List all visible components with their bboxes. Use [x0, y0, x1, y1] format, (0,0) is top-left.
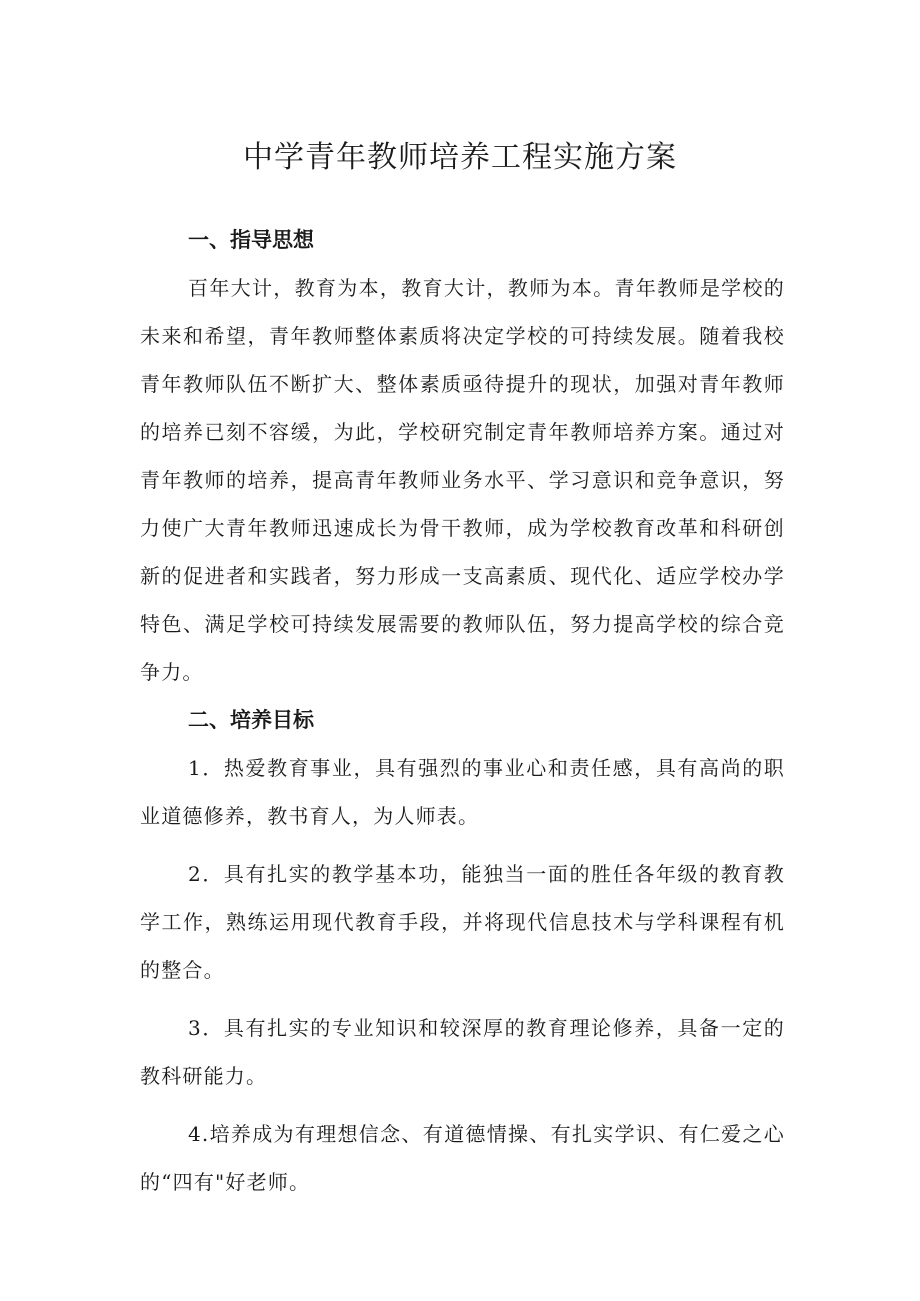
goal-item-4: 4.培养成为有理想信念、有道德情操、有扎实学识、有仁爱之心的“四有"好老师。 — [140, 1122, 785, 1194]
spacer — [140, 840, 785, 850]
goal-item-2: 2．具有扎实的教学基本功，能独当一面的胜任各年级的教育教学工作，熟练运用现代教育手段，并将现代信息技术与学科课程有机的整合。 — [140, 862, 785, 982]
goal-item-1: 1．热爱教育事业，具有强烈的事业心和责任感，具有高尚的职业道德修养，教书育人，为人师表。 — [140, 756, 785, 828]
section-heading-training-goals: 二、培养目标 — [188, 708, 314, 732]
section-heading-guiding-ideology: 一、指导思想 — [188, 228, 314, 252]
document-body — [140, 216, 785, 1206]
goal-item-3: 3．具有扎实的专业知识和较深厚的教育理论修养，具备一定的教科研能力。 — [140, 1016, 785, 1088]
paragraph-guiding-ideology: 百年大计，教育为本，教育大计，教师为本。青年教师是学校的未来和希望，青年教师整体素质将决定学校的可持续发展。随着我校青年教师队伍不断扩大、整体素质亟待提升的现状，加强对青年教师的培养已刻不容缓，为此，学校研究制定青年教师培养方案。通过对青年教师的培养，提高青年教师业务水平、学习意识和竞争意识，努力使广大青年教师迅速成长为骨干教师，成为学校教育改革和科研创新的促进者和实践者，努力形成一支高素质、现代化、适应学校办学特色、满足学校可持续发展需要的教师队伍，努力提高学校的综合竞争力。 — [140, 276, 785, 684]
document-title: 中学青年教师培养工程实施方案 — [243, 140, 677, 175]
spacer — [140, 994, 785, 1004]
spacer — [140, 1100, 785, 1110]
